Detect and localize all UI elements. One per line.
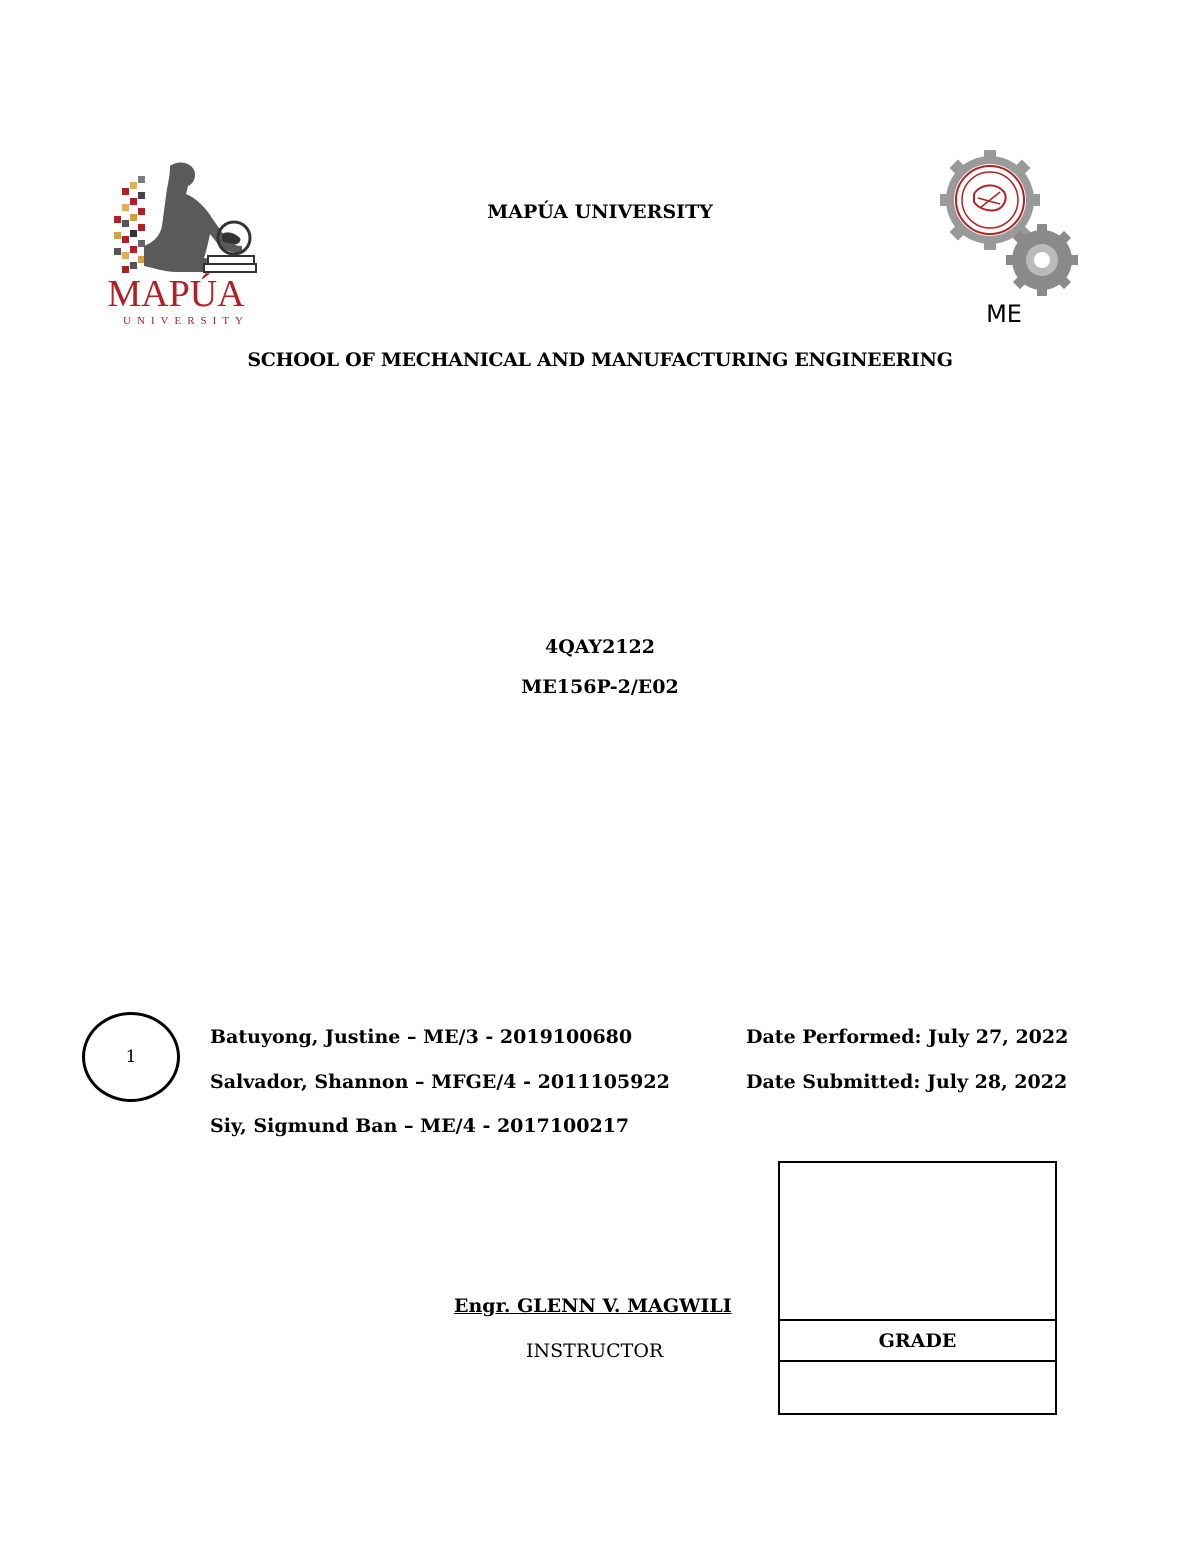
group-number: 1 bbox=[125, 1047, 137, 1067]
member-item: Salvador, Shannon – MFGE/4 - 2011105922 bbox=[210, 1071, 670, 1093]
logo-subtext: UNIVERSITY bbox=[123, 315, 249, 327]
academic-term: 4QAY2122 bbox=[544, 636, 655, 658]
me-logo-text: ME bbox=[986, 300, 1022, 328]
member-item: Siy, Sigmund Ban – ME/4 - 2017100217 bbox=[210, 1115, 630, 1137]
date-performed: Date Performed: July 27, 2022 bbox=[746, 1026, 1069, 1048]
grade-signature-cell bbox=[780, 1163, 1055, 1321]
member-item: Batuyong, Justine – ME/3 - 2019100680 bbox=[210, 1026, 633, 1048]
gear-icon bbox=[940, 150, 1040, 250]
group-number-circle bbox=[82, 1012, 180, 1102]
small-gear-icon bbox=[1006, 224, 1078, 296]
mapua-logo bbox=[108, 158, 268, 330]
me-department-logo bbox=[930, 148, 1090, 328]
date-submitted: Date Submitted: July 28, 2022 bbox=[746, 1071, 1068, 1093]
grade-label: GRADE bbox=[780, 1321, 1055, 1362]
university-name: MAPÚA UNIVERSITY bbox=[487, 201, 713, 223]
instructor-name: Engr. GLENN V. MAGWILI bbox=[454, 1295, 732, 1317]
grade-value-cell bbox=[780, 1362, 1055, 1413]
logo-wordmark: MAPÚA bbox=[108, 273, 245, 315]
school-name: SCHOOL OF MECHANICAL AND MANUFACTURING ENGINEERING bbox=[247, 349, 953, 371]
instructor-role: INSTRUCTOR bbox=[526, 1340, 664, 1362]
grade-box bbox=[778, 1161, 1057, 1415]
course-section: ME156P-2/E02 bbox=[521, 676, 679, 698]
mosaic-pattern bbox=[114, 176, 145, 273]
